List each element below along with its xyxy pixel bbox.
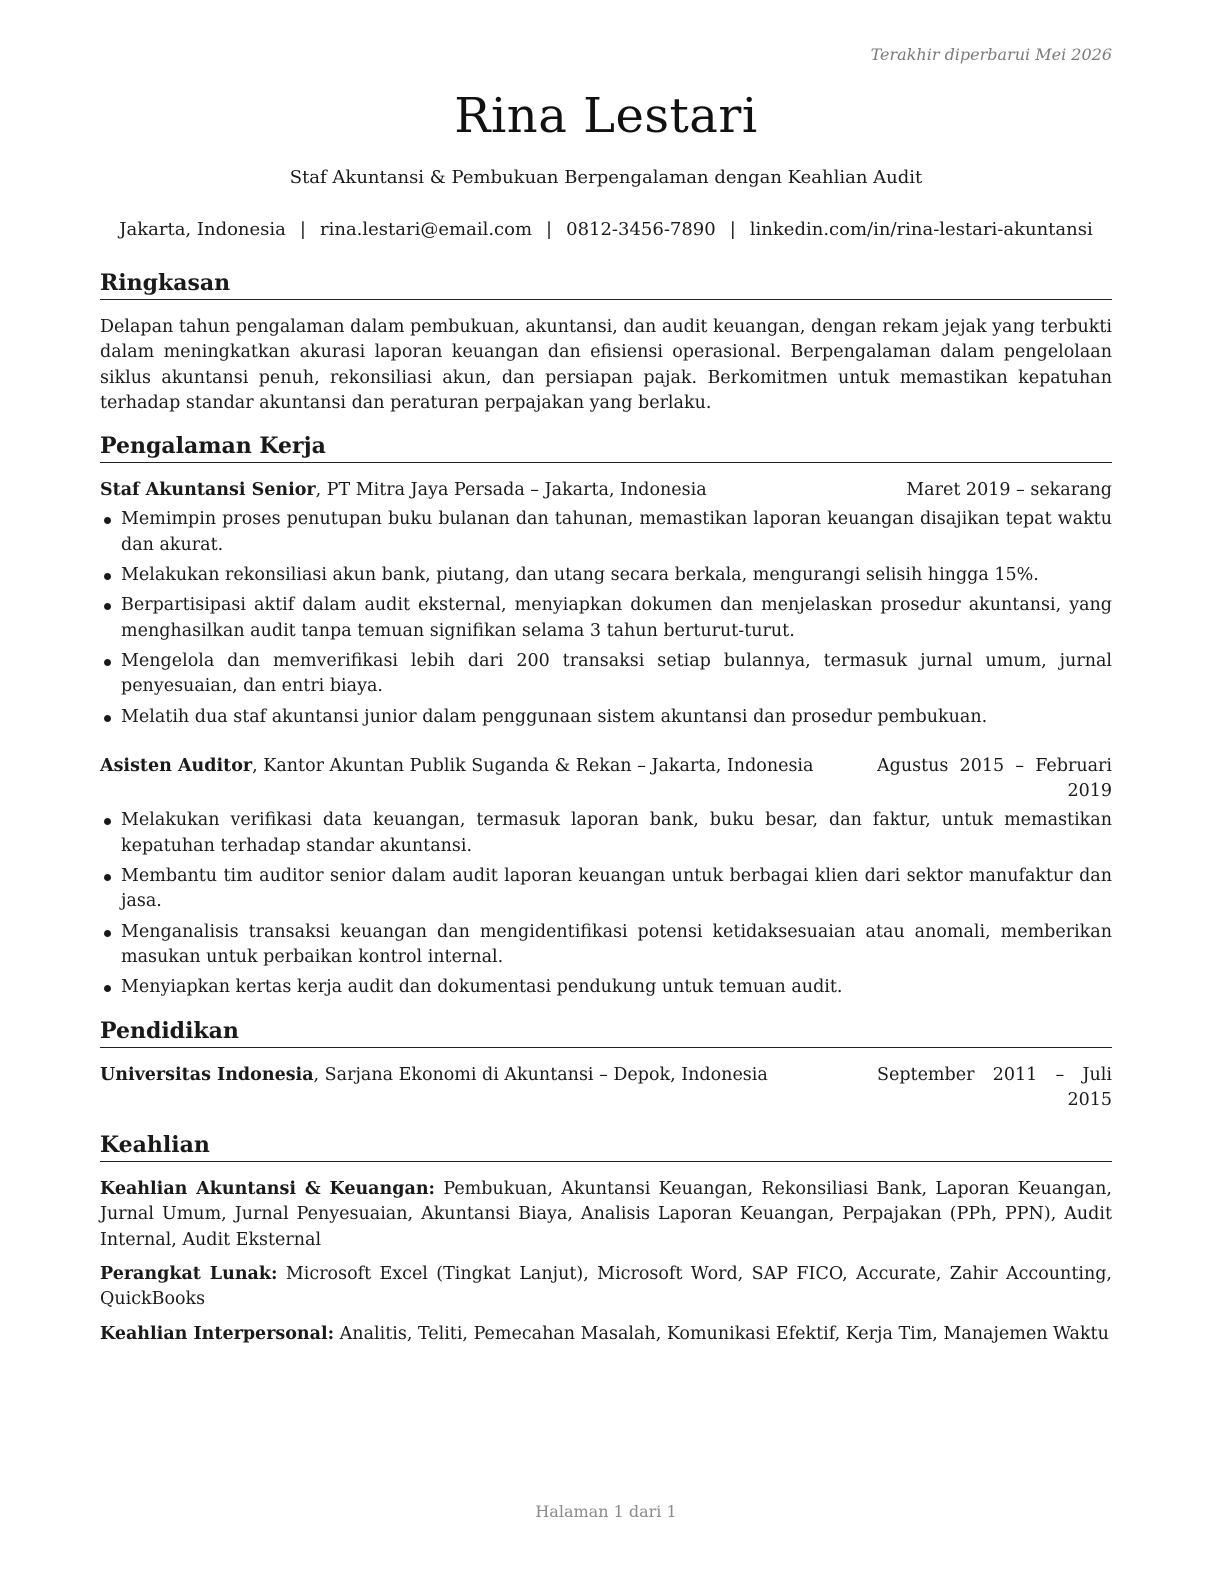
- job-entry: [100, 478, 1112, 730]
- job-bullet: Melakukan rekonsiliasi akun bank, piutang, dan utang secara berkala, mengurangi selisih hingga 15%.: [100, 563, 1112, 588]
- page-number: Halaman 1 dari 1: [535, 1502, 677, 1521]
- contact-linkedin: linkedin.com/in/rina-lestari-akuntansi: [749, 219, 1093, 240]
- job-title-line: [100, 478, 906, 503]
- job-role: Staf Akuntansi Senior: [100, 480, 316, 501]
- skill-group: [100, 1262, 1112, 1313]
- summary-text: Delapan tahun pengalaman dalam pembukuan, akuntansi, dan audit keuangan, dengan rekam jejak yang terbukti dalam meningkatkan akurasi laporan keuangan dan efisiensi operasional. Berpengalaman dalam pengelolaan siklus akuntansi penuh, rekonsiliasi akun, dan persiapan pajak. Berkomitmen untuk memastikan kepatuhan terhadap standar akuntansi dan peraturan perpajakan yang berlaku.: [100, 317, 1112, 413]
- skills-list: [100, 1177, 1112, 1347]
- job-header: [100, 478, 1112, 503]
- education-degree: , Sarjana Ekonomi di Akuntansi – Depok, Indonesia: [313, 1064, 768, 1085]
- job-bullet: Memimpin proses penutupan buku bulanan dan tahunan, memastikan laporan keuangan disajikan tepat waktu dan akurat.: [100, 507, 1112, 558]
- job-bullet: Menganalisis transaksi keuangan dan mengidentifikasi potensi ketidaksesuaian atau anomali, memberikan masukan untuk perbaikan kontrol internal.: [100, 920, 1112, 971]
- last-updated-note: Terakhir diperbarui Mei 2026: [870, 45, 1112, 64]
- skill-group-label: Perangkat Lunak:: [100, 1264, 278, 1285]
- section-title-experience: Pengalaman Kerja: [100, 431, 1112, 463]
- skill-group-label: Keahlian Akuntansi & Keuangan:: [100, 1179, 436, 1200]
- job-org: , PT Mitra Jaya Persada – Jakarta, Indonesia: [315, 480, 707, 501]
- candidate-name: Rina Lestari: [454, 88, 758, 144]
- experience-section: [100, 431, 1112, 1000]
- resume-content: [100, 268, 1112, 1356]
- job-bullets: [100, 808, 1112, 1000]
- education-title-line: [100, 1063, 877, 1114]
- job-dates: Agustus 2015 – Februari 2019: [877, 755, 1112, 802]
- skill-group-label: Keahlian Interpersonal:: [100, 1323, 335, 1344]
- skills-section: [100, 1130, 1112, 1347]
- job-org: , Kantor Akuntan Publik Suganda & Rekan – Jakarta, Indonesia: [252, 755, 814, 776]
- section-title-education: Pendidikan: [100, 1016, 1112, 1048]
- job-title-line: [100, 754, 877, 805]
- job-header: [100, 754, 1112, 805]
- job-bullet: Mengelola dan memverifikasi lebih dari 200 transaksi setiap bulannya, termasuk jurnal umum, jurnal penyesuaian, dan entri biaya.: [100, 649, 1112, 700]
- job-bullets: [100, 507, 1112, 729]
- job-role: Asisten Auditor: [100, 755, 253, 776]
- summary-section: [100, 268, 1112, 416]
- job-entry: [100, 754, 1112, 1001]
- education-school: Universitas Indonesia: [100, 1064, 314, 1085]
- contact-line: [100, 219, 1112, 240]
- section-title-skills: Keahlian: [100, 1130, 1112, 1162]
- resume-page: [100, 0, 1112, 1584]
- education-entry: [100, 1063, 1112, 1114]
- contact-email: rina.lestari@email.com: [319, 219, 533, 240]
- skill-group: [100, 1322, 1112, 1347]
- skill-group: [100, 1177, 1112, 1253]
- job-dates: Maret 2019 – sekarang: [906, 480, 1112, 501]
- skill-group-value: Pembukuan, Akuntansi Keuangan, Rekonsiliasi Bank, Laporan Keuangan, Jurnal Umum, Jurnal Penyesuaian, Akuntansi Biaya, Analisis Laporan Keuangan, Perpajakan (PPh, PPN), Audit Internal, Audit Eksternal: [100, 1179, 1112, 1250]
- contact-location: Jakarta, Indonesia: [119, 219, 286, 240]
- job-bullet: Melatih dua staf akuntansi junior dalam penggunaan sistem akuntansi dan prosedur pembukuan.: [100, 705, 1112, 730]
- contact-separator: |: [546, 219, 553, 240]
- skill-group-value: Analitis, Teliti, Pemecahan Masalah, Komunikasi Efektif, Kerja Tim, Manajemen Waktu: [334, 1323, 1109, 1344]
- education-dates: September 2011 – Juli 2015: [877, 1064, 1112, 1110]
- job-bullet: Berpartisipasi aktif dalam audit eksternal, menyiapkan dokumen dan menjelaskan prosedur akuntansi, yang menghasilkan audit tanpa temuan signifikan selama 3 tahun berturut-turut.: [100, 593, 1112, 644]
- contact-separator: |: [729, 219, 736, 240]
- job-bullet: Menyiapkan kertas kerja audit dan dokumentasi pendukung untuk temuan audit.: [100, 975, 1112, 1000]
- contact-phone: 0812-3456-7890: [566, 219, 716, 240]
- candidate-tagline: Staf Akuntansi & Pembukuan Berpengalaman dengan Keahlian Audit: [289, 167, 923, 188]
- section-title-summary: Ringkasan: [100, 268, 1112, 300]
- job-bullet: Melakukan verifikasi data keuangan, termasuk laporan bank, buku besar, dan faktur, untuk memastikan kepatuhan terhadap standar akuntansi.: [100, 808, 1112, 859]
- job-bullet: Membantu tim auditor senior dalam audit laporan keuangan untuk berbagai klien dari sektor manufaktur dan jasa.: [100, 864, 1112, 915]
- skill-group-value: Microsoft Excel (Tingkat Lanjut), Microsoft Word, SAP FICO, Accurate, Zahir Accounting, QuickBooks: [100, 1264, 1112, 1310]
- contact-separator: |: [299, 219, 306, 240]
- education-section: [100, 1016, 1112, 1114]
